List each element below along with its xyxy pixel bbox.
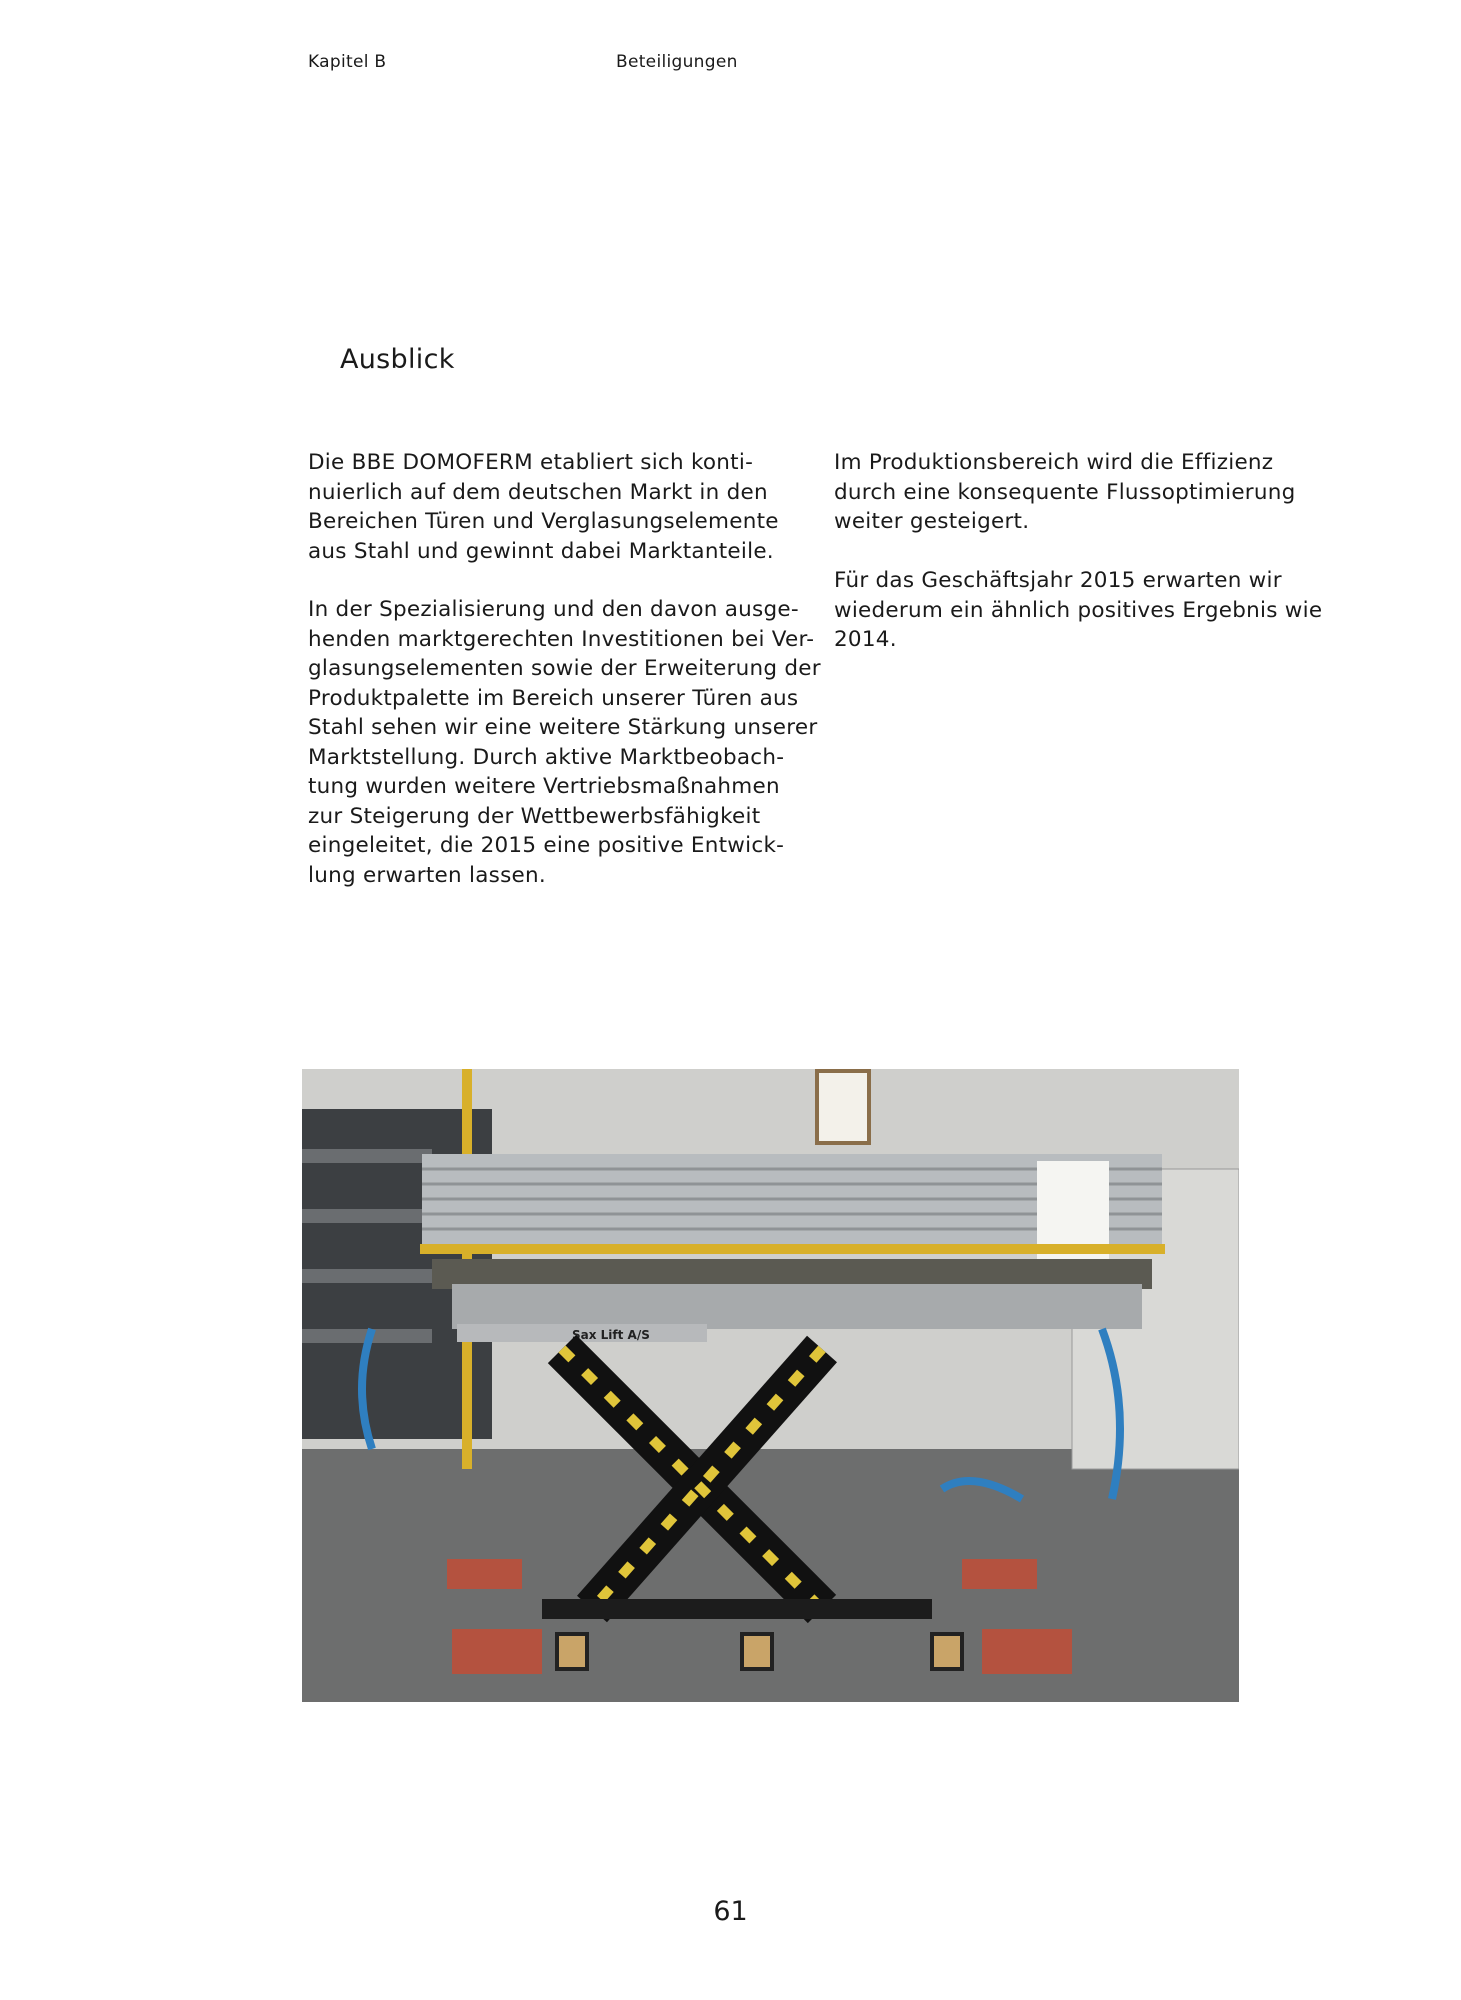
text-line: henden marktgerechten Investitionen bei Ver- [308,626,815,652]
paragraph-market [308,448,779,566]
text-line: Produktpalette im Bereich unserer Türen aus [308,685,799,711]
text-line: Die BBE DOMOFERM etabliert sich konti- [308,450,754,475]
text-line: wiederum ein ähnlich positives Ergebnis wie [834,597,1323,623]
paragraph-specialization [308,595,821,890]
text-line: aus Stahl und gewinnt dabei Marktanteile. [308,538,774,564]
text-line: tung wurden weitere Vertriebsmaßnahmen [308,774,780,799]
text-line: lung erwarten lassen. [308,862,546,888]
text-line: durch eine konsequente Flussoptimierung [834,479,1296,505]
text-line: 2014. [834,627,897,652]
text-line: In der Spezialisierung und den davon ausge- [308,597,799,622]
lift-brand-label: Sax Lift A/S [572,1328,650,1342]
text-line: Bereichen Türen und Verglasungselemente [308,509,779,534]
factory-photo-scissor-lift [302,1069,1239,1702]
running-header-chapter: Kapitel B [308,52,387,72]
paragraph-outlook-2015 [834,566,1322,655]
text-line: weiter gesteigert. [834,509,1030,534]
text-line: Im Produktionsbereich wird die Effizienz [834,450,1274,475]
text-line: zur Steigerung der Wettbewerbsfähigkeit [308,803,761,829]
text-line: Für das Geschäftsjahr 2015 erwarten wir [834,568,1282,593]
text-line: Stahl sehen wir eine weitere Stärkung unserer [308,715,818,740]
running-header-section: Beteiligungen [616,52,738,72]
scissor-lift-illustration [302,1069,1239,1702]
text-line: glasungselementen sowie der Erweiterung der [308,656,821,681]
text-line: Marktstellung. Durch aktive Marktbeobach- [308,744,785,770]
text-line: eingeleitet, die 2015 eine positive Entwick- [308,833,785,858]
page-number: 61 [713,1896,748,1927]
section-title: Ausblick [340,344,455,375]
paragraph-production [834,448,1296,537]
text-line: nuierlich auf dem deutschen Markt in den [308,479,768,505]
